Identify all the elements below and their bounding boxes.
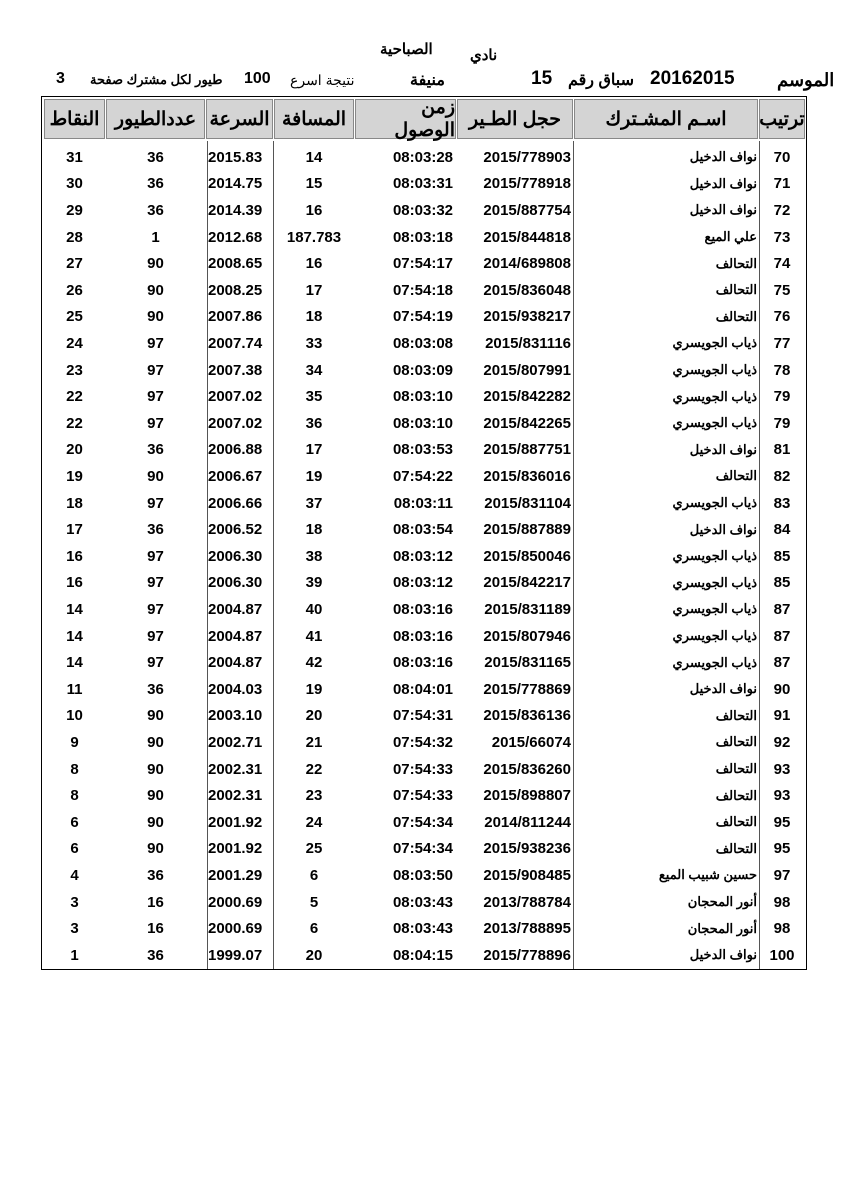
- cell-speed: 2007.02: [208, 414, 263, 432]
- cell-distance: 38: [305, 547, 323, 565]
- header-points: النقاط: [44, 99, 105, 139]
- cell-distance: 20: [305, 946, 323, 964]
- cell-distance: 18: [305, 521, 323, 539]
- table-row: [42, 915, 806, 942]
- cell-bird-count: 36: [147, 201, 164, 219]
- cell-rank: 77: [773, 334, 791, 352]
- cell-participant: ذياب الجويسري: [672, 388, 757, 404]
- cell-arrival-time: 08:03:12: [392, 547, 453, 565]
- cell-arrival-time: 08:04:15: [392, 946, 453, 964]
- cell-participant: نواف الدخيل: [689, 947, 757, 963]
- cell-rank: 82: [773, 467, 791, 485]
- cell-points: 9: [70, 733, 79, 751]
- cell-points: 31: [66, 148, 83, 166]
- race-label: سباق رقم: [568, 72, 634, 89]
- cell-ring: 2015/938236: [483, 840, 571, 858]
- cell-arrival-time: 08:03:43: [392, 920, 453, 938]
- cell-distance: 19: [305, 467, 323, 485]
- cell-rank: 93: [773, 760, 791, 778]
- header-rank: ترتيب: [759, 99, 805, 139]
- cell-speed: 2004.87: [208, 627, 263, 645]
- cell-participant: التحالف: [715, 255, 757, 271]
- cell-ring: 2015/778903: [483, 148, 571, 166]
- cell-arrival-time: 08:03:54: [392, 521, 453, 539]
- cell-ring: 2015/807991: [483, 361, 571, 379]
- cell-participant: التحالف: [715, 707, 757, 723]
- cell-rank: 79: [773, 388, 791, 406]
- cell-participant: نواف الدخيل: [689, 441, 757, 457]
- cell-bird-count: 16: [147, 920, 164, 938]
- cell-rank: 87: [773, 627, 791, 645]
- cell-participant: ذياب الجويسري: [672, 654, 757, 670]
- table-row: [42, 596, 806, 623]
- cell-arrival-time: 07:54:22: [392, 467, 453, 485]
- cell-arrival-time: 08:03:08: [392, 334, 453, 352]
- table-row: [42, 942, 806, 969]
- cell-rank: 76: [773, 308, 791, 326]
- cell-ring: 2015/778896: [483, 946, 571, 964]
- cell-points: 30: [66, 175, 83, 193]
- cell-distance: 16: [305, 255, 323, 273]
- cell-arrival-time: 08:03:10: [392, 414, 453, 432]
- cell-arrival-time: 08:03:09: [392, 361, 453, 379]
- cell-bird-count: 36: [147, 680, 164, 698]
- cell-distance: 42: [305, 654, 323, 672]
- cell-bird-count: 97: [147, 627, 164, 645]
- cell-distance: 19: [305, 680, 323, 698]
- cell-speed: 2003.10: [208, 707, 263, 725]
- cell-participant: التحالف: [715, 734, 757, 750]
- cell-participant: التحالف: [715, 787, 757, 803]
- cell-rank: 72: [773, 201, 791, 219]
- cell-distance: 21: [305, 733, 323, 751]
- area-name: منيفة: [410, 72, 445, 89]
- cell-participant: التحالف: [715, 468, 757, 484]
- cell-bird-count: 90: [147, 733, 164, 751]
- cell-distance: 34: [305, 361, 323, 379]
- cell-bird-count: 16: [147, 893, 164, 911]
- table-row: [42, 809, 806, 836]
- cell-bird-count: 90: [147, 787, 164, 805]
- cell-rank: 85: [773, 547, 791, 565]
- table-row: [42, 197, 806, 224]
- cell-participant: علي الميع: [704, 229, 757, 245]
- cell-bird-count: 97: [147, 414, 164, 432]
- cell-points: 19: [66, 467, 83, 485]
- cell-speed: 2002.31: [208, 760, 263, 778]
- table-row: [42, 437, 806, 464]
- cell-points: 26: [66, 281, 83, 299]
- cell-bird-count: 36: [147, 441, 164, 459]
- table-row: [42, 383, 806, 410]
- cell-rank: 97: [773, 866, 791, 884]
- cell-rank: 90: [773, 680, 791, 698]
- cell-participant: نواف الدخيل: [689, 521, 757, 537]
- table-row: [42, 729, 806, 756]
- cell-ring: 2015/898807: [483, 787, 571, 805]
- cell-participant: ذياب الجويسري: [672, 362, 757, 378]
- cell-bird-count: 90: [147, 760, 164, 778]
- cell-rank: 100: [769, 946, 795, 964]
- cell-rank: 98: [773, 893, 791, 911]
- cell-ring: 2015/807946: [483, 627, 571, 645]
- cell-distance: 16: [305, 201, 323, 219]
- cell-rank: 87: [773, 600, 791, 618]
- table-row: [42, 224, 806, 251]
- table-row: [42, 490, 806, 517]
- cell-distance: 37: [305, 494, 323, 512]
- cell-ring: 2014/811244: [484, 813, 571, 831]
- cell-participant: التحالف: [715, 282, 757, 298]
- cell-ring: 2014/689808: [483, 255, 571, 273]
- cell-distance: 20: [305, 707, 323, 725]
- cell-arrival-time: 07:54:33: [392, 787, 453, 805]
- table-row: [42, 782, 806, 809]
- cell-distance: 14: [305, 148, 323, 166]
- cell-ring: 2015/831189: [484, 600, 571, 618]
- cell-speed: 2007.86: [208, 308, 263, 326]
- cell-speed: 2007.38: [208, 361, 263, 379]
- cell-ring: 2015/887889: [483, 521, 571, 539]
- cell-distance: 33: [305, 334, 323, 352]
- cell-rank: 78: [773, 361, 791, 379]
- cell-speed: 2001.29: [208, 866, 263, 884]
- cell-bird-count: 97: [147, 388, 164, 406]
- cell-distance: 187.783: [286, 228, 342, 246]
- cell-speed: 2006.67: [208, 467, 263, 485]
- cell-speed: 2006.30: [208, 574, 263, 592]
- cell-bird-count: 97: [147, 600, 164, 618]
- cell-points: 29: [66, 201, 83, 219]
- table-row: [42, 410, 806, 437]
- cell-rank: 85: [773, 574, 791, 592]
- cell-points: 22: [66, 388, 83, 406]
- cell-speed: 2004.87: [208, 654, 263, 672]
- cell-participant: التحالف: [715, 814, 757, 830]
- cell-bird-count: 36: [147, 946, 164, 964]
- cell-distance: 6: [309, 866, 319, 884]
- cell-speed: 2006.66: [208, 494, 263, 512]
- cell-speed: 1999.07: [208, 946, 263, 964]
- table-row: [42, 144, 806, 171]
- cell-rank: 91: [773, 707, 791, 725]
- cell-speed: 2004.03: [208, 680, 263, 698]
- cell-distance: 40: [305, 600, 323, 618]
- cell-bird-count: 97: [147, 547, 164, 565]
- cell-speed: 2007.74: [208, 334, 263, 352]
- cell-bird-count: 90: [147, 813, 164, 831]
- table-row: [42, 330, 806, 357]
- cell-participant: أنور المحجان: [687, 894, 757, 910]
- cell-points: 27: [66, 255, 83, 273]
- cell-speed: 2002.31: [208, 787, 263, 805]
- cell-ring: 2015/836048: [483, 281, 571, 299]
- cell-participant: التحالف: [715, 840, 757, 856]
- cell-ring: 2015/938217: [483, 308, 571, 326]
- cell-distance: 25: [305, 840, 323, 858]
- cell-ring: 2015/778918: [483, 175, 571, 193]
- cell-ring: 2015/908485: [483, 866, 571, 884]
- page-number: 3: [56, 70, 65, 87]
- cell-speed: 2006.88: [208, 441, 263, 459]
- cell-speed: 2001.92: [208, 840, 263, 858]
- table-row: [42, 570, 806, 597]
- cell-arrival-time: 07:54:32: [392, 733, 453, 751]
- cell-points: 10: [66, 707, 83, 725]
- cell-speed: 2006.52: [208, 521, 263, 539]
- cell-speed: 2000.69: [208, 920, 263, 938]
- table-row: [42, 463, 806, 490]
- table-row: [42, 171, 806, 198]
- cell-ring: 2015/836260: [483, 760, 571, 778]
- cell-arrival-time: 08:04:01: [392, 680, 453, 698]
- cell-participant: ذياب الجويسري: [672, 628, 757, 644]
- cell-bird-count: 97: [147, 654, 164, 672]
- cell-speed: 2014.39: [208, 201, 263, 219]
- cell-bird-count: 97: [147, 494, 164, 512]
- table-row: [42, 676, 806, 703]
- cell-distance: 35: [305, 388, 323, 406]
- cell-ring: 2015/831165: [484, 654, 571, 672]
- results-table: [41, 96, 807, 970]
- cell-bird-count: 90: [147, 840, 164, 858]
- cell-arrival-time: 07:54:31: [392, 707, 453, 725]
- cell-bird-count: 97: [147, 334, 164, 352]
- cell-distance: 36: [305, 414, 323, 432]
- header-bird-count: عددالطيور: [106, 99, 205, 139]
- cell-rank: 71: [773, 175, 791, 193]
- cell-arrival-time: 08:03:18: [392, 228, 453, 246]
- cell-points: 11: [66, 680, 83, 698]
- cell-arrival-time: 08:03:12: [392, 574, 453, 592]
- table-row: [42, 516, 806, 543]
- cell-arrival-time: 07:54:17: [392, 255, 453, 273]
- cell-speed: 2000.69: [208, 893, 263, 911]
- bird-count: 100: [244, 70, 271, 87]
- header-participant: اسـم المشـترك: [574, 99, 758, 139]
- cell-speed: 2014.75: [208, 175, 263, 193]
- cell-speed: 2008.25: [208, 281, 263, 299]
- cell-rank: 95: [773, 813, 791, 831]
- cell-distance: 23: [305, 787, 323, 805]
- cell-points: 14: [66, 600, 83, 618]
- table-row: [42, 756, 806, 783]
- cell-participant: نواف الدخيل: [689, 175, 757, 191]
- cell-bird-count: 90: [147, 707, 164, 725]
- cell-rank: 73: [773, 228, 791, 246]
- cell-participant: التحالف: [715, 308, 757, 324]
- cell-arrival-time: 08:03:16: [392, 654, 453, 672]
- cell-bird-count: 90: [147, 308, 164, 326]
- cell-distance: 6: [309, 920, 319, 938]
- cell-points: 14: [66, 627, 83, 645]
- cell-points: 14: [66, 654, 83, 672]
- cell-participant: نواف الدخيل: [689, 681, 757, 697]
- season-value: 20162015: [650, 68, 735, 89]
- cell-points: 8: [70, 760, 79, 778]
- cell-participant: ذياب الجويسري: [672, 335, 757, 351]
- cell-bird-count: 90: [147, 255, 164, 273]
- cell-participant: ذياب الجويسري: [672, 601, 757, 617]
- cell-arrival-time: 07:54:34: [392, 840, 453, 858]
- cell-speed: 2006.30: [208, 547, 263, 565]
- cell-points: 6: [70, 840, 79, 858]
- cell-speed: 2012.68: [208, 228, 263, 246]
- cell-bird-count: 1: [151, 228, 160, 246]
- cell-points: 16: [66, 574, 83, 592]
- table-row: [42, 649, 806, 676]
- cell-points: 8: [70, 787, 79, 805]
- cell-bird-count: 36: [147, 148, 164, 166]
- cell-speed: 2004.87: [208, 600, 263, 618]
- cell-ring: 2013/788895: [483, 920, 571, 938]
- cell-arrival-time: 08:03:10: [392, 388, 453, 406]
- table-row: [42, 304, 806, 331]
- cell-arrival-time: 08:03:43: [392, 893, 453, 911]
- per-participant-label: طيور لكل مشترك صفحة: [90, 72, 223, 87]
- cell-arrival-time: 08:03:32: [392, 201, 453, 219]
- cell-participant: ذياب الجويسري: [672, 574, 757, 590]
- cell-participant: حسين شبيب الميع: [658, 867, 757, 883]
- cell-distance: 5: [309, 893, 319, 911]
- cell-points: 3: [70, 920, 79, 938]
- cell-arrival-time: 07:54:18: [392, 281, 453, 299]
- cell-rank: 70: [773, 148, 791, 166]
- table-row: [42, 703, 806, 730]
- cell-bird-count: 97: [147, 361, 164, 379]
- cell-rank: 87: [773, 654, 791, 672]
- cell-arrival-time: 08:03:16: [392, 600, 453, 618]
- cell-ring: 2015/66074: [491, 733, 571, 751]
- cell-points: 3: [70, 893, 79, 911]
- club-label: نادي: [470, 47, 498, 64]
- cell-participant: ذياب الجويسري: [672, 548, 757, 564]
- cell-participant: نواف الدخيل: [689, 202, 757, 218]
- table-row: [42, 357, 806, 384]
- cell-speed: 2007.02: [208, 388, 263, 406]
- cell-ring: 2013/788784: [483, 893, 571, 911]
- cell-arrival-time: 08:03:28: [392, 148, 453, 166]
- cell-rank: 75: [773, 281, 791, 299]
- cell-participant: أنور المحجان: [687, 920, 757, 936]
- cell-ring: 2015/836016: [483, 467, 571, 485]
- cell-bird-count: 90: [147, 281, 164, 299]
- cell-distance: 24: [305, 813, 323, 831]
- cell-speed: 2015.83: [208, 148, 263, 166]
- cell-ring: 2015/887754: [483, 201, 571, 219]
- table-row: [42, 623, 806, 650]
- table-row: [42, 543, 806, 570]
- cell-points: 1: [70, 946, 79, 964]
- cell-points: 20: [66, 441, 83, 459]
- cell-ring: 2015/842282: [483, 388, 571, 406]
- cell-ring: 2015/844818: [483, 228, 571, 246]
- header-speed: السرعة: [206, 99, 273, 139]
- header-distance: المسافة: [274, 99, 354, 139]
- cell-points: 17: [66, 521, 83, 539]
- cell-rank: 74: [773, 255, 791, 273]
- cell-points: 22: [66, 414, 83, 432]
- result-label: نتيجة اسرع: [290, 72, 355, 88]
- cell-arrival-time: 08:03:11: [393, 494, 453, 512]
- cell-distance: 17: [305, 441, 323, 459]
- cell-rank: 84: [773, 521, 791, 539]
- cell-arrival-time: 07:54:19: [392, 308, 453, 326]
- cell-ring: 2015/850046: [483, 547, 571, 565]
- cell-distance: 39: [305, 574, 323, 592]
- cell-ring: 2015/778869: [483, 680, 571, 698]
- header-arrival-time: زمن الوصول: [355, 99, 456, 139]
- cell-distance: 17: [305, 281, 323, 299]
- cell-speed: 2008.65: [208, 255, 263, 273]
- cell-ring: 2015/836136: [483, 707, 571, 725]
- cell-distance: 41: [305, 627, 323, 645]
- cell-speed: 2001.92: [208, 813, 263, 831]
- cell-points: 25: [66, 308, 83, 326]
- cell-participant: نواف الدخيل: [689, 149, 757, 165]
- cell-rank: 83: [773, 494, 791, 512]
- cell-ring: 2015/842217: [483, 574, 571, 592]
- table-row: [42, 889, 806, 916]
- table-row: [42, 277, 806, 304]
- race-number: 15: [531, 68, 553, 89]
- cell-points: 6: [70, 813, 79, 831]
- cell-rank: 79: [773, 414, 791, 432]
- cell-rank: 93: [773, 787, 791, 805]
- cell-arrival-time: 08:03:31: [392, 175, 453, 193]
- cell-points: 28: [66, 228, 83, 246]
- cell-ring: 2015/831116: [485, 334, 571, 352]
- cell-distance: 18: [305, 308, 323, 326]
- cell-rank: 92: [773, 733, 791, 751]
- season-label: الموسم: [777, 70, 835, 90]
- cell-participant: ذياب الجويسري: [672, 415, 757, 431]
- cell-rank: 98: [773, 920, 791, 938]
- cell-points: 23: [66, 361, 83, 379]
- cell-rank: 95: [773, 840, 791, 858]
- cell-bird-count: 90: [147, 467, 164, 485]
- table-row: [42, 250, 806, 277]
- cell-distance: 15: [305, 175, 323, 193]
- table-row: [42, 862, 806, 889]
- cell-points: 24: [66, 334, 83, 352]
- cell-bird-count: 36: [147, 866, 164, 884]
- cell-rank: 81: [773, 441, 791, 459]
- cell-arrival-time: 08:03:16: [392, 627, 453, 645]
- cell-ring: 2015/831104: [484, 494, 571, 512]
- header-ring: حجل الطـير: [457, 99, 573, 139]
- cell-participant: ذياب الجويسري: [672, 495, 757, 511]
- cell-points: 4: [70, 866, 79, 884]
- cell-bird-count: 97: [147, 574, 164, 592]
- cell-ring: 2015/887751: [483, 441, 571, 459]
- cell-arrival-time: 07:54:34: [392, 813, 453, 831]
- cell-speed: 2002.71: [208, 733, 263, 751]
- cell-participant: التحالف: [715, 761, 757, 777]
- cell-bird-count: 36: [147, 521, 164, 539]
- cell-distance: 22: [305, 760, 323, 778]
- cell-arrival-time: 08:03:53: [392, 441, 453, 459]
- cell-points: 16: [66, 547, 83, 565]
- cell-arrival-time: 07:54:33: [392, 760, 453, 778]
- cell-arrival-time: 08:03:50: [392, 866, 453, 884]
- cell-bird-count: 36: [147, 175, 164, 193]
- cell-ring: 2015/842265: [483, 414, 571, 432]
- cell-points: 18: [66, 494, 83, 512]
- table-row: [42, 836, 806, 863]
- club-name: الصباحية: [380, 41, 433, 58]
